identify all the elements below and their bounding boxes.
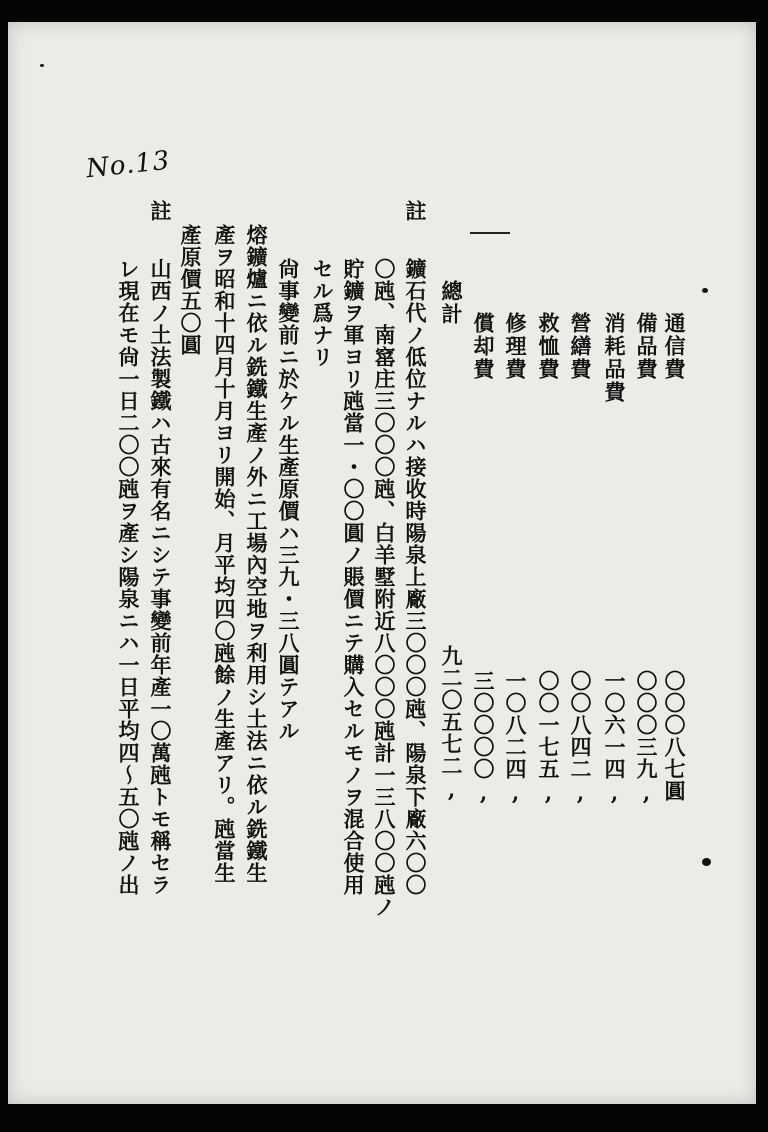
- note1-line: 貯鑛ヲ軍ヨリ瓲當一・〇〇圓ノ賬價ニテ購入セルモノヲ混合使用: [341, 258, 366, 896]
- cost-item-label: 通信費: [662, 312, 687, 381]
- note2-line: 產ヲ昭和十四月十月ヨリ開始、月平均四〇瓲餘ノ生產アリ。瓲當生: [212, 224, 237, 884]
- cost-item-value: 一〇六一四,: [602, 670, 627, 806]
- cost-item-value: 一〇八二四,: [503, 670, 528, 806]
- note1-line: 鑛石代ノ低位ナルハ接收時陽泉上廠三〇〇〇瓲、陽泉下廠六〇〇: [403, 258, 428, 896]
- cost-item-value: 三〇〇〇〇,: [471, 670, 496, 806]
- note2-line: 尙事變前ニ於ケル生產原價ハ三九・三八圓テアル: [276, 258, 301, 742]
- note2-heading: 註: [148, 200, 173, 221]
- note1-line: セル爲ナリ: [310, 258, 335, 368]
- cost-item-label: 備品費: [634, 312, 659, 381]
- cost-item-label: 消耗品費: [602, 312, 627, 404]
- dust-speck: [702, 288, 708, 293]
- note2-line: 熔鑛爐ニ依ル銑鐵生產ノ外ニ工場內空地ヲ利用シ土法ニ依ル銑鐵生: [244, 224, 269, 884]
- cost-item-label: 償却費: [471, 312, 496, 381]
- cost-item-label: 修理費: [503, 312, 528, 381]
- note2-line: 產原價五〇圓: [178, 224, 203, 356]
- cost-item-label: 營繕費: [568, 312, 593, 381]
- total-value: 九二〇五七二,: [439, 645, 464, 803]
- cost-item-value: 〇〇一七五,: [536, 670, 561, 806]
- note2-line: レ現在モ尙一日二〇〇瓲ヲ產シ陽泉ニハ一日平均四〜五〇瓲ノ出: [116, 258, 141, 896]
- note1-line: 〇瓲、南窰庄三〇〇〇瓲、白羊墅附近八〇〇〇瓲計一三八〇〇瓲ノ: [372, 258, 397, 918]
- dust-speck: [702, 858, 711, 866]
- page-number-label: No.13: [84, 145, 172, 185]
- dust-speck: [40, 64, 44, 67]
- cost-item-value: 〇〇八四二,: [568, 670, 593, 806]
- cost-item-label: 救恤費: [536, 312, 561, 381]
- note1-heading: 註: [403, 200, 428, 221]
- heading-rule: [470, 232, 510, 234]
- cost-item-value: 〇〇〇三九,: [634, 670, 659, 806]
- note2-line: 山西ノ土法製鐵ハ古來有名ニシテ事變前年產一〇萬瓲トモ稱セラ: [148, 258, 173, 896]
- cost-item-value: 〇〇〇八七圓: [662, 670, 687, 802]
- total-label: 總計: [439, 280, 464, 326]
